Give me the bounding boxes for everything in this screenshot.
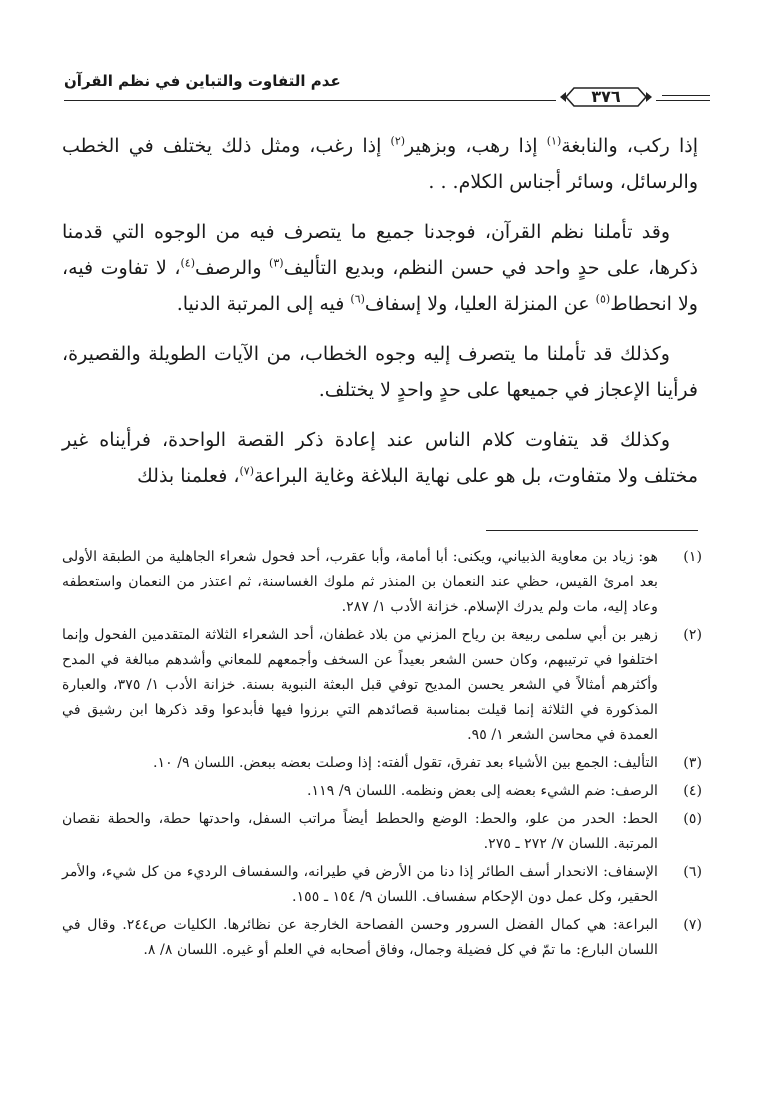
footnotes (62, 545, 702, 966)
page-number: ٣٧٦ (591, 87, 621, 106)
running-title: عدم التفاوت والتباين في نظم القرآن (64, 72, 341, 90)
text-run: فيه إلى المرتبة الدنيا. (176, 293, 351, 315)
text-run: وقد تأملنا نظم القرآن، فوجدنا جميع ما يتصرف فيه من الوجوه التي قدمنا ذكرها، على حدٍ واحد في حسن النظم، وبديع التأليف (62, 221, 698, 279)
footnote-number: (٣) (683, 755, 702, 771)
text-run: إذا رهب، وبزهير (405, 135, 547, 157)
footnote-5 (62, 807, 702, 857)
text-run: وكذلك قد يتفاوت كلام الناس عند إعادة ذكر القصة الواحدة، فرأيناه غير مختلف ولا متفاوت، بل هو على نهاية البلاغة وغاية البراعة (62, 429, 698, 487)
header-double-rule (662, 92, 710, 102)
footnote-4 (62, 779, 702, 804)
page-number-ornament (556, 84, 656, 110)
footnote-text: هو: زياد بن معاوية الذبياني، ويكنى: أبا أمامة، وأبا عقرب، أحد فحول شعراء الجاهلية من الطبقة الأولى بعد امرئ القيس، حظي عند النعمان بن المنذر ثم ملوك الغساسنة، ثم اعتذر من النعمان واستعطفه وعاد إليه، مات ولم يدرك الإسلام. خزانة الأدب ١/ ٢٨٧. (62, 549, 658, 615)
footnote-text: زهير بن أبي سلمى ربيعة بن رياح المزني من بلاد غطفان، أحد الشعراء الثلاثة المتقدمين الفحول وإنما اختلفوا في ترتيبهم، وكان حسن الشعر بعيداً عن السخف وأجمعهم للمعاني وأشدهم مبالغة في المدح وأكثرهم أمثالاً في الشعر يحسن المديح توفي قبل البعثة النبوية بسنة. خزانة الأدب ١/ ٣٧٥، والعبارة المذكورة في الثلاثة إنما قيلت بمناسبة قصائدهم التي برزوا فيها فأبدعوا وقد ذكرها ابن رشيق في العمدة في محاسن الشعر ١/ ٩٥. (62, 627, 658, 743)
text-run: ، فعلمنا بذلك (137, 465, 240, 487)
paragraph-4 (62, 422, 698, 494)
footnote-number: (٢) (683, 627, 702, 643)
footnote-number: (٦) (683, 864, 702, 880)
footnote-text: التأليف: الجمع بين الأشياء بعد تفرق، تقول ألفته: إذا وصلت بعضه ببعض. اللسان ٩/ ١٠. (152, 755, 658, 771)
footnote-number: (٧) (683, 917, 702, 933)
text-run: إذا ركب، والنابغة (561, 135, 698, 157)
running-header (64, 62, 710, 110)
footnote-text: البراعة: هي كمال الفضل السرور وحسن الفصاحة الخارجة عن نظائرها. الكليات ص٢٤٤. وقال في اللسان البارع: ما تمّ في كل فضيلة وجمال، وفاق أصحابه في العلم أو غيره. اللسان ٨/ ٨. (62, 917, 658, 958)
footnote-ref-2[interactable]: (٢) (390, 134, 406, 148)
footnote-separator (486, 530, 698, 531)
footnote-text: الإسفاف: الانحدار أسف الطائر إذا دنا من الأرض في طيرانه، والسفساف الرديء من كل شيء، والأمر الحقير، وكل عمل دون الإحكام سفساف. اللسان ٩/ ١٥٤ ـ ١٥٥. (62, 864, 658, 905)
footnote-text: الحط: الحدر من علو، والحط: الوضع والحطط أيضاً مراتب السفل، واحدتها حطة، والحطة نقصان المرتبة. اللسان ٧/ ٢٧٢ ـ ٢٧٥. (62, 811, 658, 852)
footnote-3 (62, 751, 702, 776)
footnote-text: الرصف: ضم الشيء بعضه إلى بعض ونظمه. اللسان ٩/ ١١٩. (307, 783, 658, 799)
footnote-2 (62, 623, 702, 748)
text-run: ، لا تفاوت فيه، ولا انحطاط (62, 257, 698, 315)
footnote-number: (١) (683, 549, 702, 565)
paragraph-3: وكذلك قد تأملنا ما يتصرف إليه وجوه الخطاب، من الآيات الطويلة والقصيرة، فرأينا الإعجاز في جميعها على حدٍ واحدٍ لا يختلف. (62, 343, 698, 401)
body-text (62, 128, 698, 508)
footnote-number: (٤) (683, 783, 702, 799)
text-run: عن المنزلة العليا، ولا إسفاف (364, 293, 596, 315)
footnote-1 (62, 545, 702, 620)
footnote-6 (62, 860, 702, 910)
footnote-ref-3[interactable]: (٣) (269, 256, 284, 270)
footnote-ref-4[interactable]: (٤) (180, 256, 195, 270)
text-run: إذا رغب، ومثل ذلك يختلف في الخطب والرسائل، وسائر أجناس الكلام. . . (62, 135, 698, 193)
footnote-ref-5[interactable]: (٥) (595, 292, 611, 306)
footnote-ref-1[interactable]: (١) (546, 134, 562, 148)
footnote-ref-6[interactable]: (٦) (350, 292, 365, 306)
paragraph-1 (62, 128, 698, 200)
footnote-7 (62, 913, 702, 963)
footnote-ref-7[interactable]: (٧) (239, 464, 254, 478)
footnote-number: (٥) (683, 811, 702, 827)
text-run: والرصف (194, 257, 270, 279)
paragraph-2 (62, 214, 698, 322)
